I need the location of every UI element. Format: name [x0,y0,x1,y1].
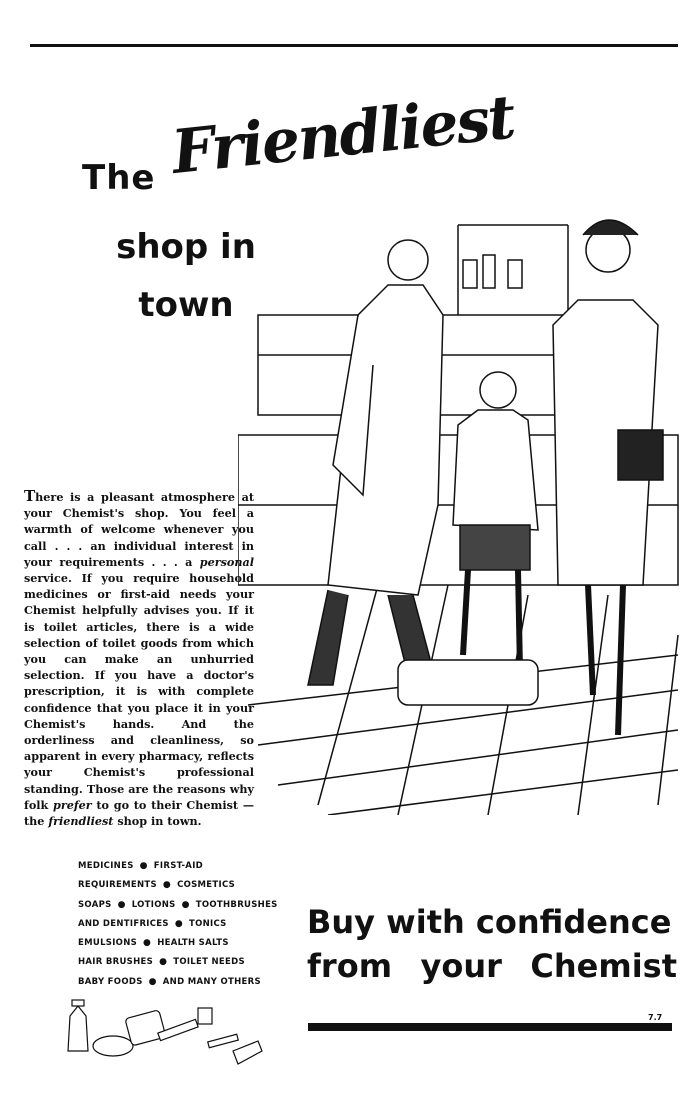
body-para-4: shop in town. [113,814,202,829]
product-line: EMULSIONS ● HEALTH SALTS [78,938,229,949]
product-line: BABY FOODS ● AND MANY OTHERS [78,976,261,987]
slogan-line-1: Buy with confidence [307,903,672,941]
chemist-shop-illustration [238,205,684,815]
body-para-1: here is a pleasant atmosphere at your Chemist's shop. You feel a warmth of welcome whenever you call . . . an individual interest in your requirements . . . a [24,490,254,569]
slogan [307,900,677,988]
toiletries-illustration [58,996,263,1072]
body-em-friendliest: friendliest [48,814,114,829]
headline-town: town [138,285,234,325]
product-line: AND DENTIFRICES ● TONICS [78,918,227,929]
product-line: MEDICINES ● FIRST-AID [78,861,204,871]
product-line: HAIR BRUSHES ● TOILET NEEDS [78,957,245,968]
headline-shop-in: shop in [116,227,256,267]
body-dropcap: T [24,487,36,505]
body-em-personal: personal [199,554,254,569]
body-copy [24,488,254,829]
body-para-3: to go to their Chemist — the [24,797,255,829]
body-em-prefer: prefer [53,797,92,812]
headline-the: The [82,158,156,198]
bottom-rule [308,1023,672,1031]
slogan-line-2: from your Chemist [307,947,677,985]
headline-friendliest: Friendliest [168,82,518,188]
product-line: SOAPS ● LOTIONS ● TOOTHBRUSHES [78,899,278,910]
top-rule [30,44,678,47]
product-list [78,857,278,992]
ad-code: 7.7 [648,1013,663,1022]
body-para-2: service. If you require household medicines or first-aid needs your Chemist helpfully advises you. If it is toilet articles, there is a wide selection of toilet goods from which you can make an unhurried selection. If you have a doctor's prescription, it is with complete confidence that you place it in your Chemist's hands. And the orderliness and cleanliness, so apparent in every pharmacy, reflects your Chemist's professional standing. Those are the reasons why folk [24,571,254,812]
product-line: REQUIREMENTS ● COSMETICS [78,880,236,891]
